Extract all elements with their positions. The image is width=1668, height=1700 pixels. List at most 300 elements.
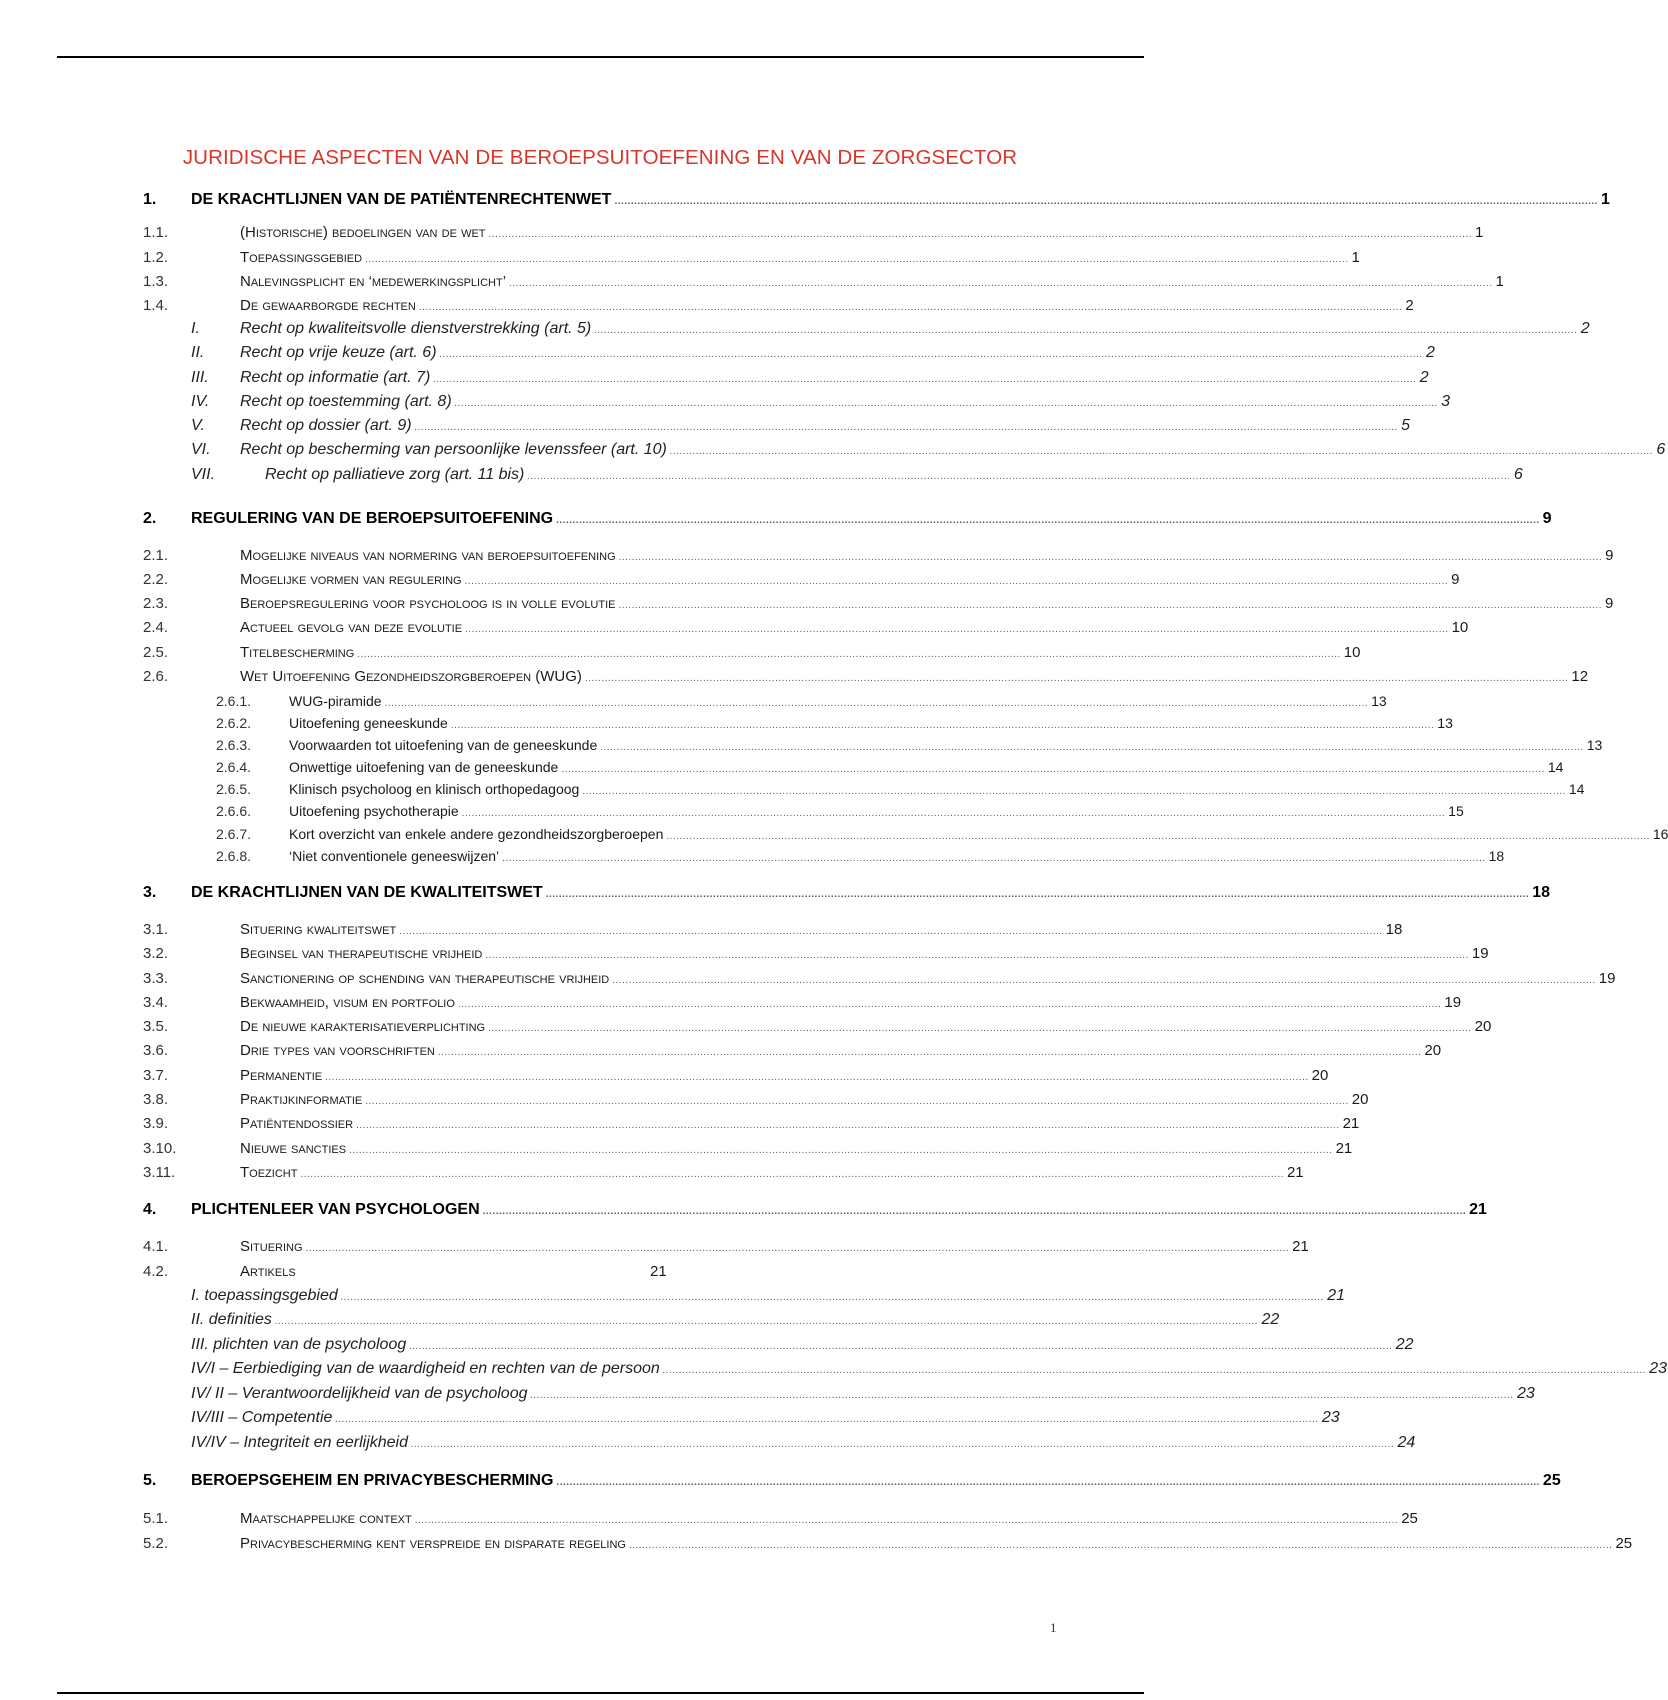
toc-entry-label: Permanentie: [240, 1067, 323, 1084]
toc-entry-number: 3.10.: [143, 1140, 177, 1157]
toc-entry-label: Actueel gevolg van deze evolutie: [240, 619, 463, 636]
toc-leader-dots: ............................................................................................................................................................................................................................................................................................................: [556, 515, 1540, 526]
toc-entry-line: [191, 1311, 1280, 1329]
toc-entry-line: [240, 1018, 1492, 1035]
toc-entry-label: Klinisch psycholoog en klinisch orthopedagoog: [289, 781, 580, 797]
toc-leader-dots: ............................................................................................................................................................................................................................................................................................................: [433, 374, 1417, 385]
toc-entry-line: [240, 369, 1429, 387]
toc-leader-dots: ............................................................................................................................................................................................................................................................................................................: [349, 1145, 1333, 1156]
toc-entry-number: 2.5.: [143, 644, 169, 661]
toc-entry-number: 3.: [143, 884, 157, 901]
toc-entry-label: IV/III – Competentie: [191, 1409, 333, 1426]
toc-entry[interactable]: [0, 826, 1668, 848]
toc-entry-line: [240, 344, 1435, 362]
toc-entry[interactable]: [0, 759, 1564, 781]
toc-entry-label: DE KRACHTLIJNEN VAN DE KWALITEITSWET: [191, 884, 543, 901]
toc-entry-line: [289, 737, 1603, 753]
toc-entry-line: [240, 393, 1451, 411]
toc-entry-page: 23: [1649, 1360, 1668, 1377]
toc-entry-page: 2: [1405, 297, 1414, 314]
toc-entry-label: Nieuwe sancties: [240, 1140, 347, 1157]
toc-entry-line: [191, 1201, 1487, 1219]
toc-entry[interactable]: [0, 803, 1464, 825]
toc-entry-line: [191, 1472, 1561, 1490]
toc-entry-number: 5.1.: [143, 1510, 169, 1527]
toc-entry[interactable]: [0, 191, 1610, 213]
toc-entry-line: [240, 1510, 1418, 1527]
toc-entry[interactable]: [0, 1311, 1280, 1333]
toc-entry-number: II.: [191, 344, 205, 361]
toc-entry-page: 18: [1532, 884, 1550, 901]
toc-entry-line: [191, 510, 1552, 528]
document-title: JURIDISCHE ASPECTEN VAN DE BEROEPSUITOEFENING EN VAN DE ZORGSECTOR: [182, 146, 1018, 169]
toc-entry-page: 5: [1401, 417, 1411, 434]
toc-entry-line: [240, 1042, 1442, 1059]
toc-entry-label: Bekwaamheid, visum en portfolio: [240, 994, 455, 1011]
toc-entry-label: WUG-piramide: [289, 693, 382, 709]
toc-entry-page: 6: [1656, 441, 1666, 458]
toc-entry-line: [240, 441, 1666, 459]
toc-entry-label: Beginsel van therapeutische vrijheid: [240, 945, 483, 962]
toc-entry-label: De nieuwe karakterisatieverplichting: [240, 1018, 486, 1035]
toc-entry-number: 2.6.2.: [216, 715, 252, 731]
toc-entry-line: [191, 1336, 1414, 1354]
toc-leader-dots: ............................................................................................................................................................................................................................................................................................................: [418, 302, 1403, 313]
toc-entry-line: [240, 1115, 1360, 1132]
toc-entry-number: 1.3.: [143, 273, 169, 290]
toc-entry-page: 13: [1586, 737, 1603, 753]
toc-entry-line: [240, 1535, 1633, 1552]
toc-entry[interactable]: [0, 547, 1614, 569]
toc-entry-number: 2.6.8.: [216, 848, 252, 864]
toc-entry[interactable]: [0, 781, 1585, 803]
toc-entry[interactable]: [0, 273, 1504, 295]
toc-entry-page: 18: [1488, 848, 1505, 864]
toc-entry-label: IV/ II – Verantwoordelijkheid van de psycholoog: [191, 1385, 528, 1402]
toc-leader-dots: ............................................................................................................................................................................................................................................................................................................: [482, 1206, 1467, 1217]
toc-entry-page: 19: [1471, 945, 1489, 962]
toc-entry-page: 21: [1286, 1164, 1304, 1181]
toc-entry-line: [289, 693, 1387, 709]
toc-entry-label: Maatschappelijke context: [240, 1510, 412, 1527]
toc-entry-page: 21: [1342, 1115, 1360, 1132]
toc-entry[interactable]: [0, 1510, 1418, 1532]
toc-entry-page: 9: [1605, 595, 1614, 612]
toc-entry-page: 10: [1343, 644, 1361, 661]
toc-entry[interactable]: [0, 1164, 1304, 1186]
toc-entry-number: 3.7.: [143, 1067, 169, 1084]
toc-entry[interactable]: [0, 441, 1666, 463]
toc-entry-line: [240, 547, 1614, 564]
toc-entry-label: Beroepsregulering voor psycholoog is in volle evolutie: [240, 595, 616, 612]
toc-leader-dots: ............................................................................................................................................................................................................................................................................................................: [409, 1341, 1393, 1352]
toc-entry-page: 13: [1437, 715, 1453, 731]
toc-entry-number: 2.2.: [143, 571, 169, 588]
toc-entry-page: 14: [1568, 781, 1585, 797]
toc-entry-page: 20: [1351, 1091, 1369, 1108]
toc-entry-line: [191, 1287, 1346, 1305]
toc-entry-number: 2.6.5.: [216, 781, 252, 797]
toc-entry-label: REGULERING VAN DE BEROEPSUITOEFENING: [191, 510, 554, 527]
toc-entry-line: [289, 803, 1464, 819]
toc-leader-dots: ............................................................................................................................................................................................................................................................................................................: [465, 624, 1449, 635]
toc-entry[interactable]: [0, 1042, 1442, 1064]
toc-entry-page: 3: [1441, 393, 1451, 410]
toc-entry-page: 23: [1321, 1409, 1340, 1426]
toc-entry[interactable]: [0, 1115, 1360, 1137]
toc-leader-dots: ............................................................................................................................................................................................................................................................................................................: [618, 600, 1602, 611]
toc-entry-number: 2.6.1.: [216, 693, 252, 709]
toc-entry-label: Toezicht: [240, 1164, 298, 1181]
toc-entry-line: [240, 417, 1411, 435]
toc-entry-page: 20: [1424, 1042, 1442, 1059]
toc-entry-page: 2: [1580, 320, 1590, 337]
toc-entry[interactable]: [0, 1018, 1492, 1040]
toc-entry-line: [240, 297, 1414, 314]
toc-entry-number: 4.2.: [143, 1263, 169, 1280]
toc-entry-page: 25: [1542, 1472, 1561, 1489]
toc-entry-label: Recht op bescherming van persoonlijke levenssfeer (art. 10): [240, 441, 667, 458]
toc-entry-page: 9: [1451, 571, 1460, 588]
toc-entry-number: 3.3.: [143, 970, 169, 987]
toc-entry[interactable]: [0, 1201, 1487, 1223]
toc-entry-page: 21: [1292, 1238, 1309, 1255]
toc-entry[interactable]: [0, 510, 1552, 532]
toc-entry[interactable]: [0, 1409, 1340, 1431]
toc-entry-page: 14: [1547, 759, 1564, 775]
toc-entry[interactable]: [0, 1360, 1668, 1382]
toc-leader-dots: ............................................................................................................................................................................................................................................................................................................: [454, 398, 1439, 409]
toc-leader-dots: ............................................................................................................................................................................................................................................................................................................: [628, 1540, 1613, 1551]
toc-entry-page: 13: [1371, 693, 1387, 709]
toc-entry[interactable]: [0, 571, 1460, 593]
toc-entry[interactable]: [0, 1091, 1369, 1113]
toc-entry-page: 24: [1397, 1434, 1416, 1451]
toc-entry-label: Drie types van voorschriften: [240, 1042, 435, 1059]
toc-leader-dots: ............................................................................................................................................................................................................................................................................................................: [662, 1365, 1647, 1376]
toc-entry[interactable]: [0, 1287, 1346, 1309]
toc-entry-label: Uitoefening geneeskunde: [289, 715, 448, 731]
toc-entry-label: Praktijkinformatie: [240, 1091, 363, 1108]
toc-leader-dots: ............................................................................................................................................................................................................................................................................................................: [545, 889, 1530, 900]
toc-leader-dots: ............................................................................................................................................................................................................................................................................................................: [437, 1047, 1422, 1058]
toc-entry[interactable]: [0, 344, 1435, 366]
toc-entry-line: [289, 781, 1585, 797]
toc-entry-number: 2.1.: [143, 547, 169, 564]
toc-entry-label: Titelbescherming: [240, 644, 355, 661]
toc-entry-line: [191, 191, 1610, 209]
toc-leader-dots: ............................................................................................................................................................................................................................................................................................................: [614, 196, 1598, 207]
toc-entry[interactable]: [0, 466, 1523, 488]
toc-entry-page: 12: [1571, 668, 1589, 685]
toc-entry-label: Recht op vrije keuze (art. 6): [240, 344, 437, 361]
toc-entry-page: 19: [1444, 994, 1462, 1011]
toc-entry-page: 1: [1351, 249, 1360, 266]
toc-entry-label: III. plichten van de psycholoog: [191, 1336, 407, 1353]
toc-entry-page: 22: [1261, 1311, 1280, 1328]
toc-entry-line: [240, 249, 1360, 266]
toc-entry-line: [240, 320, 1590, 338]
toc-entry-number: 2.6.: [143, 668, 169, 685]
toc-entry-label: IV/IV – Integriteit en eerlijkheid: [191, 1434, 409, 1451]
toc-leader-dots: ............................................................................................................................................................................................................................................................................................................: [365, 254, 1349, 265]
toc-entry-label: Mogelijke niveaus van normering van beroepsuitoefening: [240, 547, 616, 564]
toc-entry[interactable]: [0, 644, 1361, 666]
toc-leader-dots: ............................................................................................................................................................................................................................................................................................................: [411, 1439, 1395, 1450]
toc-entry-number: 2.6.4.: [216, 759, 252, 775]
toc-entry-line: [240, 1238, 1309, 1255]
toc-entry[interactable]: [0, 1385, 1535, 1407]
toc-entry-number: 1.: [143, 191, 157, 208]
toc-entry-line: [191, 1409, 1340, 1427]
toc-leader-dots: ............................................................................................................................................................................................................................................................................................................: [488, 229, 1473, 240]
toc-leader-dots: ............................................................................................................................................................................................................................................................................................................: [414, 422, 1399, 433]
toc-entry-label: Wet Uitoefening Gezondheidszorgberoepen (WUG): [240, 668, 582, 685]
toc-entry-line: [240, 1164, 1304, 1181]
toc-leader-dots: ............................................................................................................................................................................................................................................................................................................: [594, 325, 1578, 336]
toc-entry-page: 22: [1395, 1336, 1414, 1353]
toc-leader-dots: ............................................................................................................................................................................................................................................................................................................: [305, 1243, 1290, 1254]
toc-leader-dots: ............................................................................................................................................................................................................................................................................................................: [439, 349, 1424, 360]
toc-entry-number: 3.1.: [143, 921, 169, 938]
toc-entry-line: [240, 1067, 1329, 1084]
toc-entry-number: 3.9.: [143, 1115, 169, 1132]
toc-entry-label: Kort overzicht van enkele andere gezondheidszorgberoepen: [289, 826, 664, 842]
toc-leader-dots: ............................................................................................................................................................................................................................................................................................................: [530, 1390, 1514, 1401]
toc-entry-line: [240, 668, 1589, 685]
toc-entry[interactable]: [0, 1067, 1329, 1089]
toc-leader-dots: ............................................................................................................................................................................................................................................................................................................: [325, 1072, 1309, 1083]
toc-entry-line: [240, 970, 1616, 987]
toc-entry-number: V.: [191, 417, 205, 434]
footer-rule: [57, 1692, 1144, 1694]
toc-entry[interactable]: [0, 595, 1614, 617]
toc-leader-dots: ............................................................................................................................................................................................................................................................................................................: [556, 1477, 1540, 1488]
toc-entry-number: 1.1.: [143, 224, 169, 241]
toc-leader-dots: ............................................................................................................................................................................................................................................................................................................: [485, 950, 1469, 961]
toc-leader-dots: ............................................................................................................................................................................................................................................................................................................: [274, 1316, 1259, 1327]
toc-entry-number: I.: [191, 320, 200, 337]
toc-leader-dots: ............................................................................................................................................................................................................................................................................................................: [561, 764, 1545, 775]
toc-entry-number: 4.: [143, 1201, 157, 1218]
toc-entry-line: [240, 224, 1484, 241]
toc-entry-line: [289, 715, 1453, 731]
toc-entry-number: 1.4.: [143, 297, 169, 314]
toc-entry-line: [240, 595, 1614, 612]
toc-entry-page: 10: [1451, 619, 1469, 636]
page-number: 1: [1050, 1620, 1057, 1635]
toc-entry-number: 3.8.: [143, 1091, 169, 1108]
toc-leader-dots: ............................................................................................................................................................................................................................................................................................................: [457, 999, 1442, 1010]
toc-entry-line: [191, 1434, 1416, 1452]
toc-entry-label: Onwettige uitoefening van de geneeskunde: [289, 759, 559, 775]
toc-entry[interactable]: [0, 393, 1451, 415]
toc-entry[interactable]: [0, 369, 1429, 391]
toc-entry-label: De gewaarborgde rechten: [240, 297, 416, 314]
toc-entry-number: 4.1.: [143, 1238, 169, 1255]
toc-entry-line: [240, 1140, 1353, 1157]
toc-entry[interactable]: [0, 1238, 1309, 1260]
toc-entry-page: 16: [1652, 826, 1668, 842]
toc-entry[interactable]: [0, 945, 1489, 967]
toc-entry-page: 15: [1448, 803, 1464, 819]
toc-leader-dots: ............................................................................................................................................................................................................................................................................................................: [527, 471, 1511, 482]
toc-entry[interactable]: [0, 1535, 1633, 1557]
toc-entry[interactable]: [0, 693, 1387, 715]
toc-leader-dots: ............................................................................................................................................................................................................................................................................................................: [618, 552, 1603, 563]
toc-entry[interactable]: [0, 1336, 1414, 1358]
toc-entry-label: IV/I – Eerbiediging van de waardigheid en rechten van de persoon: [191, 1360, 660, 1377]
toc-entry-number: 5.2.: [143, 1535, 169, 1552]
toc-entry-number: 3.11.: [143, 1164, 176, 1181]
toc-leader-dots: ............................................................................................................................................................................................................................................................................................................: [502, 853, 1486, 864]
toc-entry-label: BEROEPSGEHEIM EN PRIVACYBESCHERMING: [191, 1472, 554, 1489]
toc-entry-line: [240, 1263, 1056, 1280]
toc-entry-number: 3.6.: [143, 1042, 169, 1059]
toc-leader-dots: ............................................................................................................................................................................................................................................................................................................: [414, 1515, 1399, 1526]
toc-entry-number: 2.: [143, 510, 157, 527]
toc-entry-label: Recht op informatie (art. 7): [240, 369, 431, 386]
toc-entry-page: 1: [1475, 224, 1484, 241]
toc-entry-page: 21: [1469, 1201, 1487, 1218]
toc-entry-line: [240, 945, 1489, 962]
toc-leader-dots: ............................................................................................................................................................................................................................................................................................................: [600, 742, 1584, 753]
toc-entry-line: [240, 921, 1403, 938]
toc-entry-label: Situering: [240, 1238, 303, 1255]
toc-entry[interactable]: [0, 1263, 1200, 1285]
toc-entry-page: 1: [1600, 191, 1610, 208]
toc-entry-label: Privacybescherming kent verspreide en disparate regeling: [240, 1535, 626, 1552]
toc-entry-number: 3.5.: [143, 1018, 169, 1035]
toc-leader-dots: ............................................................................................................................................................................................................................................................................................................: [300, 1169, 1284, 1180]
toc-entry-line: [191, 884, 1550, 902]
toc-entry-label: PLICHTENLEER VAN PSYCHOLOGEN: [191, 1201, 480, 1218]
toc-entry-number: VII.: [191, 466, 216, 483]
toc-entry-label: Artikels: [240, 1263, 296, 1280]
toc-leader-dots: ............................................................................................................................................................................................................................................................................................................: [612, 975, 1596, 986]
toc-entry-number: 2.6.6.: [216, 803, 252, 819]
toc-entry-number: VI.: [191, 441, 211, 458]
toc-entry-page: 20: [1474, 1018, 1492, 1035]
toc-entry-label: Recht op toestemming (art. 8): [240, 393, 452, 410]
toc-entry-line: [191, 1360, 1668, 1378]
toc-leader-dots: ............................................................................................................................................................................................................................................................................................................: [509, 278, 1493, 289]
toc-leader-dots: ............................................................................................................................................................................................................................................................................................................: [666, 831, 1650, 842]
toc-entry-page: 25: [1401, 1510, 1418, 1527]
toc-entry-line: [240, 994, 1462, 1011]
toc-entry-page: 2: [1426, 344, 1435, 361]
toc-entry-label: Sanctionering op schending van therapeutische vrijheid: [240, 970, 610, 987]
toc-entry[interactable]: [0, 224, 1484, 246]
toc-entry[interactable]: [0, 994, 1462, 1016]
toc-leader-dots: ............................................................................................................................................................................................................................................................................................................: [365, 1096, 1349, 1107]
toc-entry-number: III.: [191, 369, 209, 386]
toc-entry-line: [240, 273, 1504, 290]
toc-entry-number: 2.3.: [143, 595, 169, 612]
toc-entry-page: 20: [1311, 1067, 1329, 1084]
toc-entry-page: 23: [1517, 1385, 1535, 1402]
toc-entry-page: 21: [650, 1263, 667, 1280]
toc-entry-label: Nalevingsplicht en ‘medewerkingsplicht’: [240, 273, 507, 290]
toc-entry-label: Patiëntendossier: [240, 1115, 354, 1132]
toc-entry[interactable]: [0, 417, 1411, 439]
toc-entry[interactable]: [0, 715, 1453, 737]
toc-entry-line: [265, 466, 1523, 484]
toc-leader-dots: ............................................................................................................................................................................................................................................................................................................: [464, 576, 1449, 587]
toc-leader-dots: ............................................................................................................................................................................................................................................................................................................: [340, 1292, 1325, 1303]
toc-entry[interactable]: [0, 668, 1589, 690]
toc-leader-dots: ............................................................................................................................................................................................................................................................................................................: [399, 926, 1383, 937]
toc-entry-label: I. toepassingsgebied: [191, 1287, 338, 1304]
toc-entry[interactable]: [0, 320, 1590, 342]
toc-entry-line: [240, 644, 1361, 661]
toc-entry-page: 21: [1335, 1140, 1353, 1157]
toc-leader-dots: ............................................................................................................................................................................................................................................................................................................: [584, 673, 1569, 684]
toc-entry-page: 21: [1327, 1287, 1346, 1304]
toc-entry-page: 25: [1615, 1535, 1633, 1552]
toc-entry-number: 3.4.: [143, 994, 169, 1011]
toc-entry-page: 6: [1513, 466, 1523, 483]
toc-leader-dots: ............................................................................................................................................................................................................................................................................................................: [384, 698, 1369, 709]
toc-entry-label: Toepassingsgebied: [240, 249, 363, 266]
toc-entry[interactable]: [0, 737, 1603, 759]
toc-entry-label: Situering kwaliteitswet: [240, 921, 397, 938]
toc-entry-number: 2.6.7.: [216, 826, 252, 842]
toc-entry-label: Uitoefening psychotherapie: [289, 803, 459, 819]
toc-entry-page: 1: [1495, 273, 1504, 290]
toc-entry[interactable]: [0, 884, 1550, 906]
toc-entry-line: [240, 619, 1469, 636]
toc-entry[interactable]: [0, 970, 1616, 992]
toc-entry-label: Voorwaarden tot uitoefening van de geneeskunde: [289, 737, 598, 753]
toc-entry[interactable]: [0, 619, 1469, 641]
toc-entry-label: Recht op dossier (art. 9): [240, 417, 412, 434]
toc-leader-dots: ............................................................................................................................................................................................................................................................................................................: [488, 1023, 1472, 1034]
toc-entry[interactable]: [0, 297, 1414, 319]
toc-entry[interactable]: [0, 1472, 1561, 1494]
toc-leader-dots: ............................................................................................................................................................................................................................................................................................................: [357, 649, 1341, 660]
toc-entry-label: Recht op palliatieve zorg (art. 11 bis): [265, 466, 525, 483]
toc-entry-line: [289, 759, 1564, 775]
toc-entry-line: [240, 1091, 1369, 1108]
toc-entry-label: ‘Niet conventionele geneeswijzen’: [289, 848, 500, 864]
toc-leader-dots: ............................................................................................................................................................................................................................................................................................................: [582, 786, 1566, 797]
toc-entry-page: 19: [1598, 970, 1616, 987]
toc-entry-page: 18: [1385, 921, 1403, 938]
toc-leader-dots: ............................................................................................................................................................................................................................................................................................................: [669, 446, 1654, 457]
toc-entry-line: [191, 1385, 1535, 1403]
toc-entry-line: [240, 571, 1460, 588]
toc-entry[interactable]: [0, 1140, 1353, 1162]
toc-entry-number: 2.4.: [143, 619, 169, 636]
toc-entry-line: [289, 848, 1505, 864]
toc-entry-number: IV.: [191, 393, 210, 410]
toc-leader-dots: ............................................................................................................................................................................................................................................................................................................: [356, 1120, 1340, 1131]
toc-leader-dots: ............................................................................................................................................................................................................................................................................................................: [461, 808, 1446, 819]
toc-entry-page: 9: [1605, 547, 1614, 564]
toc-entry[interactable]: [0, 848, 1505, 870]
toc-entry-page: 9: [1542, 510, 1552, 527]
toc-entry[interactable]: [0, 1434, 1416, 1456]
toc-leader-dots: ............................................................................................................................................................................................................................................................................................................: [450, 720, 1435, 731]
toc-entry-number: 2.6.3.: [216, 737, 252, 753]
toc-leader-dots: ............................................................................................................................................................................................................................................................................................................: [335, 1414, 1319, 1425]
toc-entry[interactable]: [0, 249, 1360, 271]
toc-entry-label: II. definities: [191, 1311, 272, 1328]
toc-entry[interactable]: [0, 921, 1403, 943]
toc-entry-label: Mogelijke vormen van regulering: [240, 571, 462, 588]
toc-entry-page: 2: [1419, 369, 1429, 386]
